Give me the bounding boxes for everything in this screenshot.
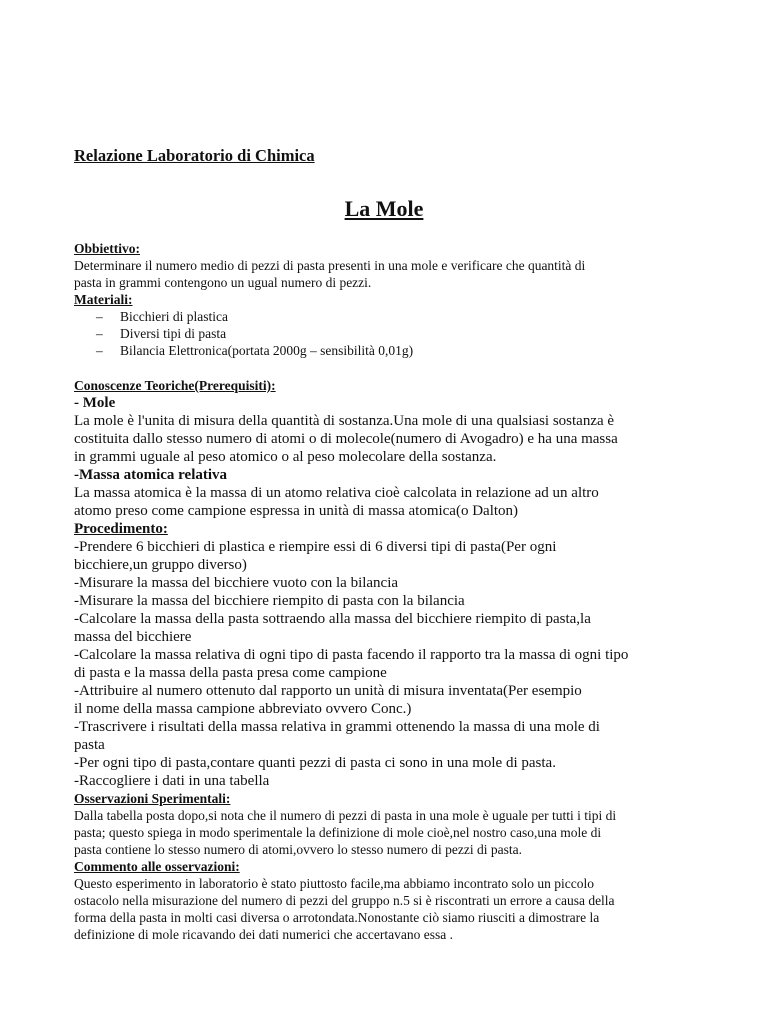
procedimento-heading: Procedimento: (74, 521, 168, 537)
materiali-heading: Materiali: (74, 292, 133, 307)
procedimento-line: -Misurare la massa del bicchiere riempito di pasta con la bilancia (74, 593, 465, 609)
commento-line: ostacolo nella misurazione del numero di pezzi del gruppo n.5 si è riscontrati un errore a causa della (74, 893, 615, 908)
procedimento-line: -Attribuire al numero ottenuto dal rapporto un unità di misura inventata(Per esempio (74, 683, 582, 699)
procedimento-line: -Calcolare la massa della pasta sottraendo alla massa del bicchiere riempito di pasta,la (74, 611, 591, 627)
document-title: Relazione Laboratorio di Chimica (74, 146, 315, 165)
commento-line: Questo esperimento in laboratorio è stato piuttosto facile,ma abbiamo incontrato solo un piccolo (74, 876, 594, 891)
procedimento-line: di pasta e la massa della pasta presa come campione (74, 665, 387, 681)
mole-line: in grammi uguale al peso atomico o al peso molecolare della sostanza. (74, 449, 497, 465)
materiali-item: – Bilancia Elettronica(portata 2000g – sensibilità 0,01g) (74, 342, 704, 359)
massa-subheading: -Massa atomica relativa (74, 467, 228, 483)
procedimento-line: -Calcolare la massa relativa di ogni tipo di pasta facendo il rapporto tra la massa di ogni tipo (74, 647, 629, 663)
mole-line: La mole è l'unita di misura della quantità di sostanza.Una mole di una qualsiasi sostanza è (74, 413, 615, 429)
obiettivo-line: pasta in grammi contengono un ugual numero di pezzi. (74, 275, 372, 290)
osservazioni-line: pasta contiene lo stesso numero di atomi,ovvero lo stesso numero di pezzi di pasta. (74, 842, 523, 857)
procedimento-line: -Per ogni tipo di pasta,contare quanti pezzi di pasta ci sono in una mole di pasta. (74, 755, 556, 771)
procedimento-line: massa del bicchiere (74, 629, 192, 645)
procedimento-line: pasta (74, 737, 105, 753)
main-title: La Mole (344, 196, 424, 221)
materiali-item: – Bicchieri di plastica (74, 308, 704, 325)
mole-line: costituita dallo stesso numero di atomi o di molecole(numero di Avogadro) e ha una massa (74, 431, 618, 447)
conoscenze-heading: Conoscenze Teoriche(Prerequisiti): (74, 378, 276, 393)
procedimento-line: -Misurare la massa del bicchiere vuoto con la bilancia (74, 575, 399, 591)
procedimento-line: il nome della massa campione abbreviato ovvero Conc.) (74, 701, 412, 717)
procedimento-line: bicchiere,un gruppo diverso) (74, 557, 247, 573)
procedimento-line: -Trascrivere i risultati della massa relativa in grammi ottenendo la massa di una mole di (74, 719, 600, 735)
massa-line: La massa atomica è la massa di un atomo relativa cioè calcolata in relazione ad un altro (74, 485, 599, 501)
materiali-list (74, 308, 704, 359)
procedimento-line: -Prendere 6 bicchieri di plastica e riempire essi di 6 diversi tipi di pasta(Per ogni (74, 539, 557, 555)
massa-line: atomo preso come campione espressa in unità di massa atomica(o Dalton) (74, 503, 519, 519)
osservazioni-heading: Osservazioni Sperimentali: (74, 791, 231, 806)
commento-line: definizione di mole ricavando dei dati numerici che accertavano essa . (74, 927, 453, 942)
commento-line: forma della pasta in molti casi diversa o arrotondata.Nonostante ciò siamo riusciti a dimostrare la (74, 910, 600, 925)
mole-subheading: - Mole (74, 395, 116, 411)
procedimento-line: -Raccogliere i dati in una tabella (74, 773, 270, 789)
commento-heading: Commento alle osservazioni: (74, 859, 240, 874)
osservazioni-line: pasta; questo spiega in modo sperimentale la definizione di mole cioè,nel nostro caso,una mole di (74, 825, 602, 840)
obiettivo-heading: Obbiettivo: (74, 241, 140, 256)
materiali-item: – Diversi tipi di pasta (74, 325, 704, 342)
obiettivo-line: Determinare il numero medio di pezzi di pasta presenti in una mole e verificare che quantità di (74, 258, 586, 273)
document-body (74, 240, 704, 943)
osservazioni-line: Dalla tabella posta dopo,si nota che il numero di pezzi di pasta in una mole è uguale per tutti i tipi di (74, 808, 617, 823)
